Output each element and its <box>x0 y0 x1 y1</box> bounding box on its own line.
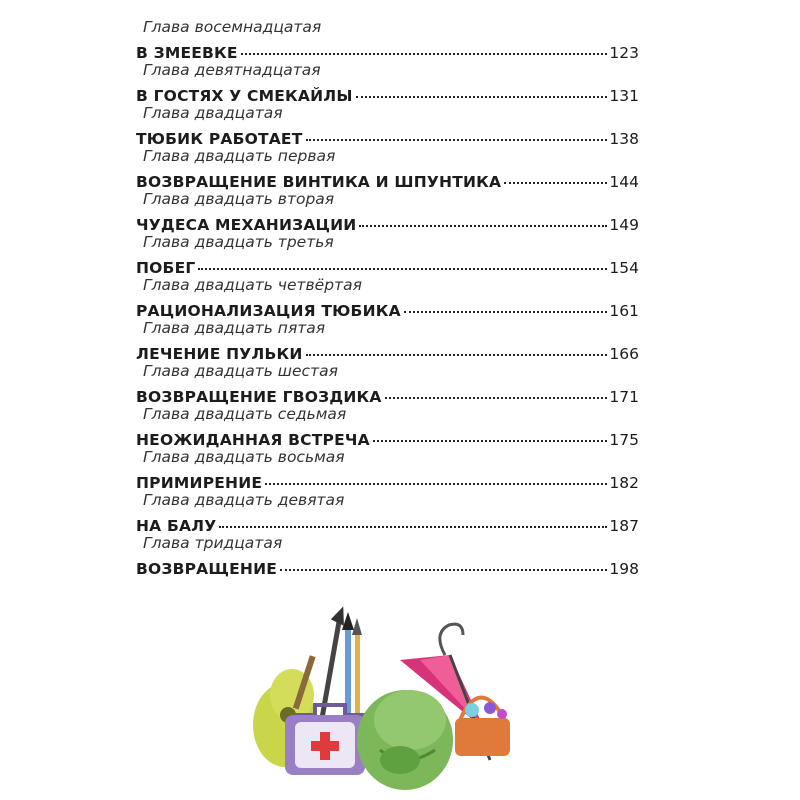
page-number: 198 <box>609 560 639 578</box>
page-number: 187 <box>609 517 639 535</box>
chapter-label: Глава девятнадцатая <box>143 61 321 79</box>
chapter-title: НЕОЖИДАННАЯ ВСТРЕЧА <box>136 431 370 449</box>
page-number: 166 <box>609 345 639 363</box>
chapter-label: Глава двадцать первая <box>143 147 336 165</box>
paintbrush-icon <box>318 605 362 730</box>
chapter-label: Глава двадцать пятая <box>143 319 326 337</box>
chapter-title: В ЗМЕЕВКЕ <box>136 44 238 62</box>
dot-leader <box>198 268 607 270</box>
dot-leader <box>373 440 608 442</box>
dot-leader <box>356 96 608 98</box>
dot-leader <box>385 397 608 399</box>
chapter-title: ТЮБИК РАБОТАЕТ <box>136 130 303 148</box>
chapter-label: Глава двадцать третья <box>143 233 334 251</box>
chapter-label: Глава тридцатая <box>143 534 283 552</box>
page-number: 144 <box>609 173 639 191</box>
dot-leader <box>265 483 607 485</box>
dot-leader <box>306 354 608 356</box>
chapter-title: В ГОСТЯХ У СМЕКАЙЛЫ <box>136 87 353 105</box>
page-number: 161 <box>609 302 639 320</box>
medical-kit-icon <box>285 705 365 775</box>
chapter-label: Глава двадцать четвёртая <box>143 276 362 294</box>
backpack-icon <box>357 690 453 790</box>
chapter-title: ПОБЕГ <box>136 259 196 277</box>
chapter-label: Глава двадцать седьмая <box>143 405 347 423</box>
page-number: 123 <box>609 44 639 62</box>
dot-leader <box>404 311 608 313</box>
dot-leader <box>241 53 608 55</box>
dot-leader <box>306 139 608 141</box>
chapter-title: РАЦИОНАЛИЗАЦИЯ ТЮБИКА <box>136 302 401 320</box>
illustration <box>240 600 540 800</box>
chapter-title: ЧУДЕСА МЕХАНИЗАЦИИ <box>136 216 357 234</box>
chapter-label: Глава двадцать вторая <box>143 190 335 208</box>
chapter-title: ВОЗВРАЩЕНИЕ ВИНТИКА И ШПУНТИКА <box>136 173 502 191</box>
chapter-title: ПРИМИРЕНИЕ <box>136 474 263 492</box>
dot-leader <box>359 225 607 227</box>
chapter-title: НА БАЛУ <box>136 517 217 535</box>
chapter-label: Глава двадцатая <box>143 104 283 122</box>
dot-leader <box>504 182 607 184</box>
page-number: 175 <box>609 431 639 449</box>
dot-leader <box>280 569 607 571</box>
page-number: 149 <box>609 216 639 234</box>
chapter-label: Глава двадцать девятая <box>143 491 345 509</box>
page-number: 138 <box>609 130 639 148</box>
page-number: 131 <box>609 87 639 105</box>
chapter-title: ВОЗВРАЩЕНИЕ <box>136 560 278 578</box>
chapter-label: Глава восемнадцатая <box>143 18 322 36</box>
page-number: 154 <box>609 259 639 277</box>
page-number: 182 <box>609 474 639 492</box>
chapter-label: Глава двадцать шестая <box>143 362 338 380</box>
dot-leader <box>219 526 607 528</box>
chapter-title: ЛЕЧЕНИЕ ПУЛЬКИ <box>136 345 303 363</box>
chapter-title: ВОЗВРАЩЕНИЕ ГВОЗДИКА <box>136 388 382 406</box>
chapter-label: Глава двадцать восьмая <box>143 448 345 466</box>
page-number: 171 <box>609 388 639 406</box>
